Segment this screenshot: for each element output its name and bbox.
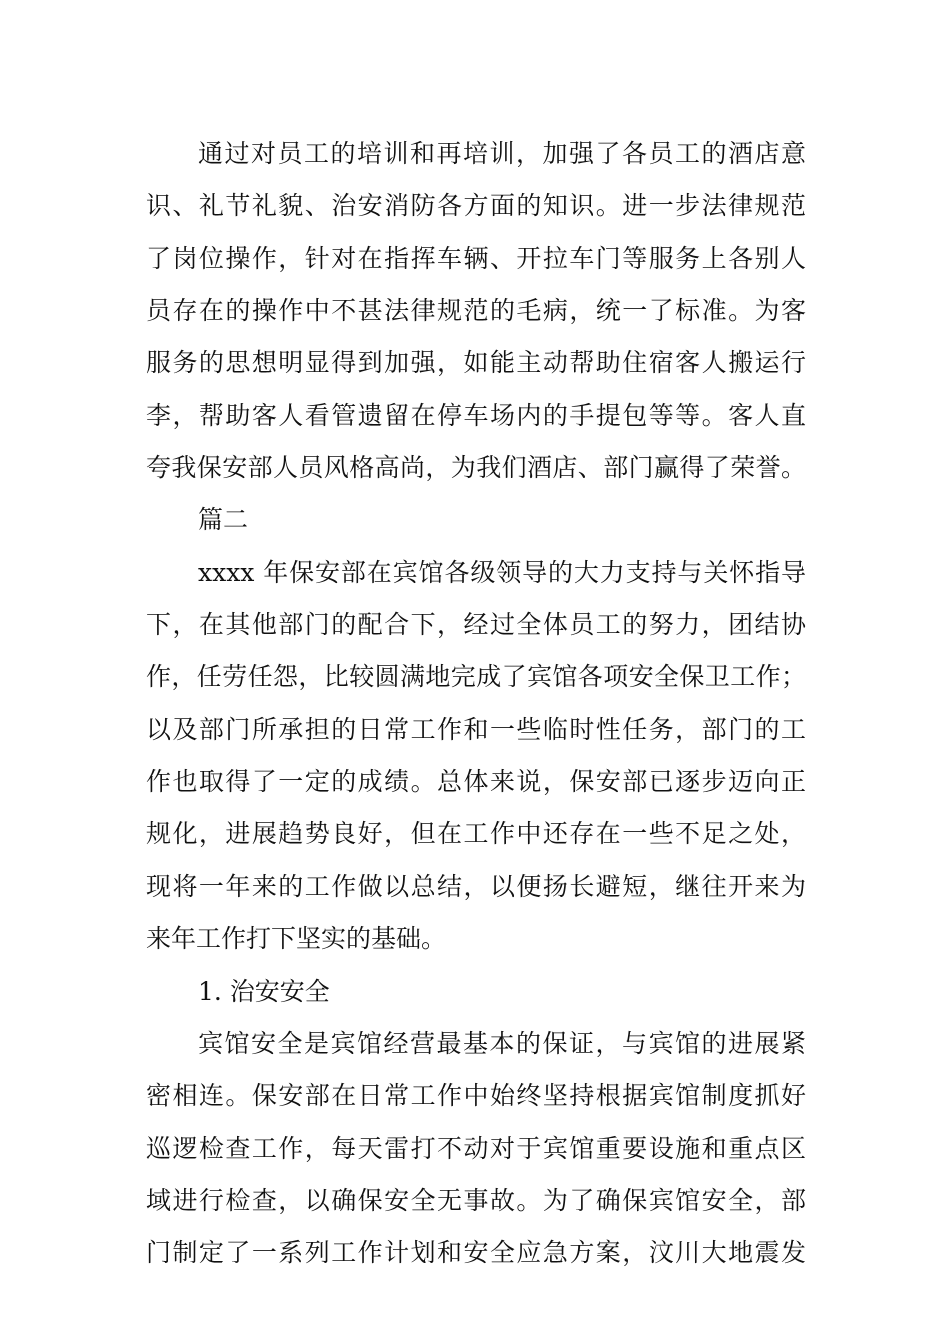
paragraph-line: 宾馆安全是宾馆经营最基本的保证，与宾馆的进展紧 [198, 1028, 806, 1058]
subsection-heading: 1. 治安安全 [198, 976, 330, 1006]
paragraph-line: 识、礼节礼貌、治安消防各方面的知识。进一步法律规范 [146, 191, 806, 221]
paragraph-line: 现将一年来的工作做以总结，以便扬长避短，继往开来为 [146, 871, 806, 901]
paragraph-line: 李，帮助客人看管遗留在停车场内的手提包等等。客人直 [146, 400, 806, 430]
paragraph-line: 员存在的操作中不甚法律规范的毛病，统一了标准。为客 [146, 296, 806, 326]
paragraph-line: 域进行检查，以确保安全无事故。为了确保宾馆安全，部 [146, 1185, 806, 1215]
paragraph-line: 夸我保安部人员风格高尚，为我们酒店、部门赢得了荣誉。 [146, 453, 806, 483]
paragraph-line: 服务的思想明显得到加强，如能主动帮助住宿客人搬运行 [146, 348, 806, 378]
section-heading: 篇二 [198, 505, 249, 535]
paragraph-line: 规化，进展趋势良好，但在工作中还存在一些不足之处， [146, 819, 806, 849]
paragraph-line: 门制定了一系列工作计划和安全应急方案，汶川大地震发 [146, 1238, 806, 1268]
paragraph-line: 作，任劳任怨，比较圆满地完成了宾馆各项安全保卫工作； [146, 662, 806, 692]
paragraph-line: xxxx 年保安部在宾馆各级领导的大力支持与关怀指导 [198, 557, 806, 587]
paragraph-line: 以及部门所承担的日常工作和一些临时性任务，部门的工 [146, 714, 806, 744]
paragraph-line: 密相连。保安部在日常工作中始终坚持根据宾馆制度抓好 [146, 1081, 806, 1111]
paragraph-line: 作也取得了一定的成绩。总体来说，保安部已逐步迈向正 [146, 767, 806, 797]
paragraph-line: 来年工作打下坚实的基础。 [146, 924, 447, 954]
document-body [146, 128, 806, 1280]
paragraph-line: 通过对员工的培训和再培训，加强了各员工的酒店意 [198, 139, 806, 168]
paragraph-line: 巡逻检查工作，每天雷打不动对于宾馆重要设施和重点区 [146, 1133, 806, 1163]
paragraph-line: 下，在其他部门的配合下，经过全体员工的努力，团结协 [146, 610, 806, 640]
paragraph-line: 了岗位操作，针对在指挥车辆、开拉车门等服务上各别人 [146, 243, 806, 273]
